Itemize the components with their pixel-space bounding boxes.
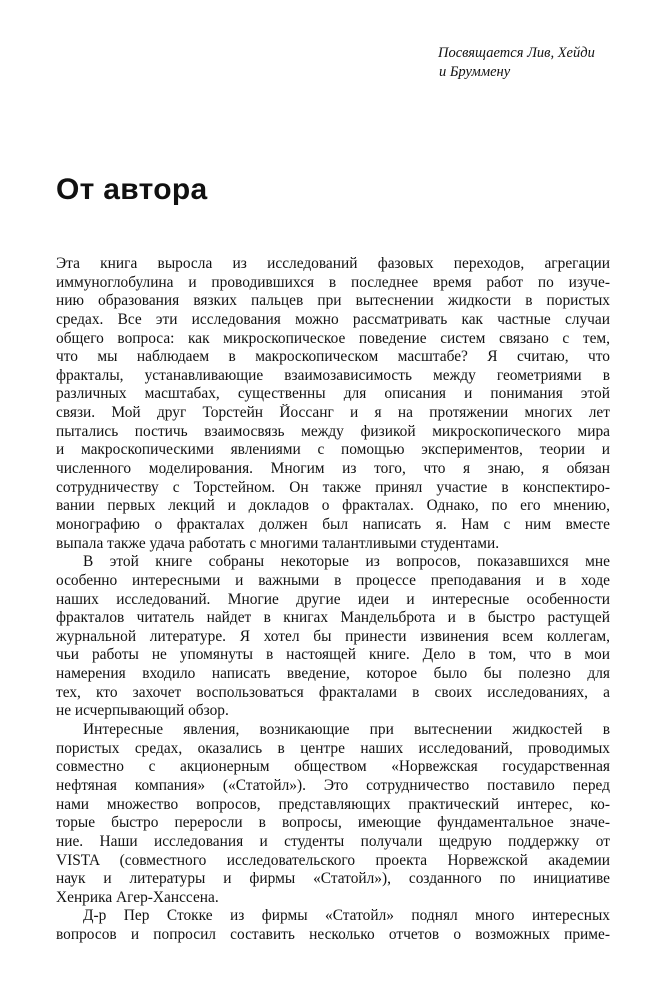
paragraph [56,721,610,907]
paragraph [56,553,610,721]
chapter-title: От автора [56,173,208,206]
body-text [56,255,610,945]
text-line: наших исследований. Многие другие идеи и интересные особенности [56,590,610,608]
text-line: тех, кто захочет воспользоваться фракталами в своих исследованиях, а [56,683,610,701]
text-line: выпала также удача работать с многими талантливыми студентами. [56,534,500,552]
text-line: особенно интересными и важными в процессе преподавания и в ходе [56,571,610,589]
text-line: не исчерпывающий обзор. [56,702,229,720]
text-line: численного моделирования. Многим из того, что я знаю, я обязан [56,460,610,478]
text-line: нефтяная компания» («Статойл»). Это сотрудничество поставило перед [56,776,610,794]
text-line: вании первых лекций и докладов о фракталах. Однако, по его мнению, [56,497,610,515]
text-line: сотрудничеству с Торстейном. Он также принял участие в конспектиро- [56,478,610,496]
text-line: намерения входило написать введение, которое было бы полезно для [56,665,610,683]
text-line: ние. Наши исследования и студенты получали щедрую поддержку от [56,832,610,850]
text-line: совместно с акционерным обществом «Норвежская государственная [56,758,610,776]
text-line: что мы наблюдаем в макроскопическом масштабе? Я считаю, что [56,348,610,366]
dedication [438,44,638,82]
text-line: фракталы, устанавливающие взаимозависимость между геометриями в [56,366,610,384]
text-line: связи. Мой друг Торстейн Йоссанг и я на протяжении многих лет [56,404,610,422]
text-line: нами множество вопросов, представляющих практический интерес, ко- [56,795,610,813]
text-line: нию образования вязких пальцев при вытеснении жидкости в пористых [56,292,610,310]
text-line: пористых средах, оказались в центре наших исследований, проводимых [56,739,610,757]
paragraph [56,255,610,553]
text-line: монографию о фракталах должен был написать я. Нам с ним вместе [56,515,610,533]
text-line: общего вопроса: как микроскопическое поведение систем связано с тем, [56,329,610,347]
dedication-line: Посвящается Лив, Хейди [438,45,595,61]
text-line: Интересные явления, возникающие при вытеснении жидкостей в [83,721,610,739]
dedication-line: и Бруммену [439,64,511,80]
text-line: VISTA (совместного исследовательского проекта Норвежской академии [56,851,610,869]
text-line: различных масштабах, существенны для описания и понимания этой [56,385,610,403]
text-line: фракталов читатель найдет в книгах Мандельброта и в быстро растущей [56,609,610,627]
text-line: наук и литературы и фирмы «Статойл»), созданного по инициативе [56,870,610,888]
paragraph [56,907,610,944]
text-line: Д-р Пер Стокке из фирмы «Статойл» поднял много интересных [83,907,610,925]
text-line: Эта книга выросла из исследований фазовых переходов, агрегации [56,255,610,272]
text-line: торые быстро переросли в вопросы, имеющие фундаментальное значе- [56,814,610,832]
text-line: средах. Все эти исследования можно рассматривать как частные случаи [56,310,610,328]
text-line: чьи работы не упомянуты в настоящей книге. Дело в том, что в мои [56,646,610,664]
text-line: иммуноглобулина и проводившихся в последнее время работ по изуче- [56,273,610,291]
text-line: пытались постичь взаимосвязь между физикой микроскопического мира [56,422,610,440]
text-line: журнальной литературе. Я хотел бы принести извинения всем коллегам, [56,627,610,645]
text-line: Хенрика Агер-Ханссена. [56,888,219,906]
text-line: и макроскопическими явлениями с помощью экспериментов, теории и [56,441,610,459]
text-line: вопросов и попросил составить несколько отчетов о возможных приме- [56,926,610,944]
text-line: В этой книге собраны некоторые из вопросов, показавшихся мне [83,553,610,571]
